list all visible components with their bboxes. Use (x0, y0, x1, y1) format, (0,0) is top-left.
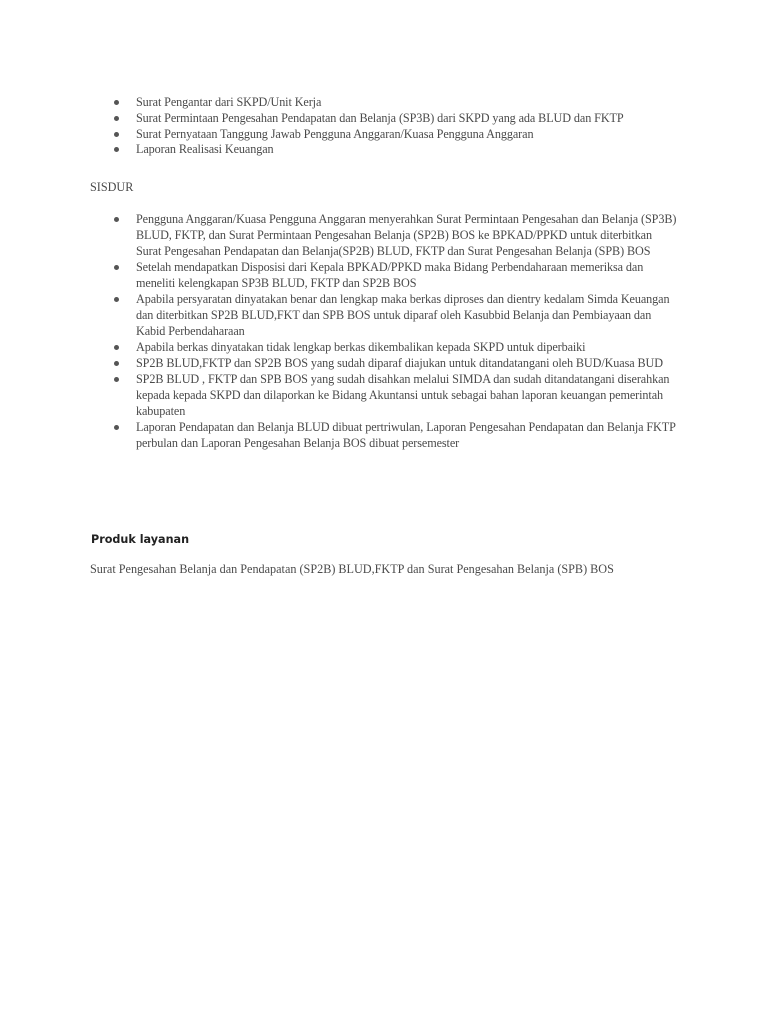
list-item (0, 372, 768, 419)
list-item-text: Surat Permintaan Pengesahan Pendapatan dan Belanja (SP3B) dari SKPD yang ada BLUD dan FKTP (136, 110, 624, 125)
bullet-icon (114, 297, 119, 302)
list-item-text: Surat Pengantar dari SKPD/Unit Kerja (136, 95, 322, 109)
list-item-text: SP2B BLUD,FKTP dan SP2B BOS yang sudah diparaf diajukan untuk ditandatangani oleh BUD/Kuasa BUD (136, 356, 663, 371)
list-item (0, 142, 768, 158)
list-item-text: Setelah mendapatkan Disposisi dari Kepala BPKAD/PPKD maka Bidang Perbendaharaan memeriksa dan meneliti kelengkapan SP3B BLUD, FKTP dan SP2B BOS (136, 259, 644, 290)
bullet-icon (114, 345, 119, 350)
list-item-text: SP2B BLUD , FKTP dan SPB BOS yang sudah disahkan melalui SIMDA dan sudah ditandatangani diserahkan kepada kepada SKPD dan dilaporkan ke Bidang Akuntansi untuk sebagai bahan laporan keuangan pemerintah kabupaten (136, 372, 670, 419)
list-item (0, 260, 768, 292)
bullet-icon (114, 132, 119, 137)
list-item (0, 212, 768, 259)
bullet-icon (114, 425, 119, 430)
produk-text: Surat Pengesahan Belanja dan Pendapatan (SP2B) BLUD,FKTP dan Surat Pengesahan Belanja (SPB) BOS (90, 562, 614, 576)
list-item (0, 420, 768, 452)
list-item-text: Apabila berkas dinyatakan tidak lengkap berkas dikembalikan kepada SKPD untuk diperbaiki (136, 339, 586, 354)
list-item-text: Laporan Realisasi Keuangan (136, 142, 274, 157)
sisdur-list (0, 212, 768, 452)
list-item (0, 340, 768, 356)
bullet-icon (114, 361, 119, 366)
bullet-icon (114, 377, 119, 382)
list-item (0, 127, 768, 143)
bullet-icon (114, 265, 119, 270)
list-item-text: Surat Pernyataan Tanggung Jawab Pengguna Anggaran/Kuasa Pengguna Anggaran (136, 126, 534, 141)
list-item (0, 292, 768, 339)
list-item-text: Apabila persyaratan dinyatakan benar dan lengkap maka berkas diproses dan dientry kedalam Simda Keuangan dan diterbitkan SP2B BLUD,FKT dan SPB BOS untuk diparaf oleh Kasubbid Belanja dan Pembiayaan dan Kabid Perbendaharaan (136, 291, 670, 338)
list-item (0, 356, 768, 372)
produk-heading: Produk layanan (91, 533, 190, 546)
bullet-icon (114, 217, 119, 222)
bullet-icon (114, 116, 119, 121)
list-item-text: Pengguna Anggaran/Kuasa Pengguna Anggaran menyerahkan Surat Permintaan Pengesahan dan Belanja (SP3B) BLUD, FKTP, dan Surat Permintaan Pengesahan Belanja (SP2B) BOS ke BPKAD/PPKD untuk diterbitkan Surat Pengesahan Pendapatan dan Belanja(SP2B) BLUD, FKTP dan Surat Pengesahan Belanja (SPB) BOS (136, 212, 677, 258)
bullet-icon (114, 100, 119, 105)
bullet-icon (114, 147, 119, 152)
list-item-text: Laporan Pendapatan dan Belanja BLUD dibuat pertriwulan, Laporan Pengesahan Pendapatan dan Belanja FKTP perbulan dan Laporan Pengesahan Belanja BOS dibuat persemester (136, 420, 676, 451)
list-item (0, 111, 768, 127)
list-item (0, 95, 768, 111)
requirements-list (0, 95, 768, 158)
sisdur-heading: SISDUR (90, 180, 134, 194)
